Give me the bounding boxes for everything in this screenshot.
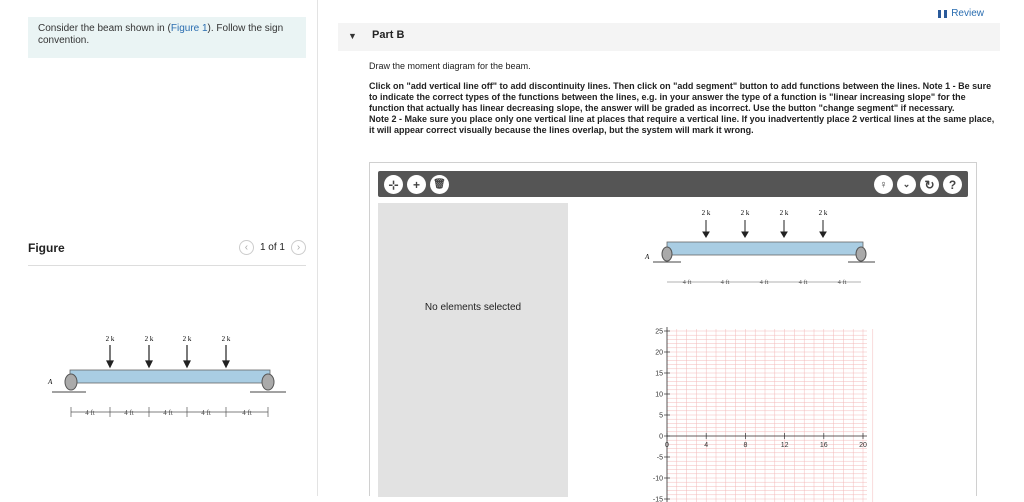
x-tick-label: 12 — [781, 442, 789, 449]
load-label: 2 k — [222, 335, 231, 343]
span-label: 4 ft — [799, 279, 808, 286]
span-label: 4 ft — [85, 409, 95, 417]
load-label: 2 k — [780, 209, 789, 217]
pager-text: 1 of 1 — [260, 242, 285, 253]
roller-support — [262, 374, 274, 390]
figure-header — [28, 238, 306, 266]
review-label: Review — [951, 8, 984, 19]
pin-support — [65, 374, 77, 390]
review-link[interactable] — [938, 8, 984, 19]
prev-figure-button[interactable]: ‹ — [239, 240, 254, 255]
arrow-head — [184, 361, 190, 367]
span-label: 4 ft — [838, 279, 847, 286]
properties-panel — [378, 203, 568, 497]
next-figure-button[interactable]: › — [291, 240, 306, 255]
review-icon — [938, 10, 947, 18]
tool-toolbar — [378, 171, 968, 197]
moment-plot[interactable] — [653, 327, 873, 502]
span-label: 4 ft — [242, 409, 252, 417]
support-label: A — [47, 378, 53, 386]
x-tick-label: 8 — [743, 442, 747, 449]
loads-group — [106, 335, 231, 367]
load-label: 2 k — [183, 335, 192, 343]
x-tick-label: 20 — [859, 442, 867, 449]
right-pane — [320, 0, 1024, 496]
span-label: 4 ft — [201, 409, 211, 417]
y-tick-label: 5 — [659, 413, 663, 420]
problem-statement — [28, 17, 306, 58]
span-label: 4 ft — [683, 279, 692, 286]
beam-figure — [40, 330, 290, 420]
load-label: 2 k — [145, 335, 154, 343]
support-label: A — [644, 253, 650, 261]
part-label: Part B — [372, 29, 404, 41]
add-segment-button[interactable]: + — [407, 175, 426, 194]
intro-text: Consider the beam shown in ( — [38, 23, 171, 34]
panel-message: No elements selected — [378, 302, 568, 313]
more-chevron-down-icon[interactable]: ⌄ — [897, 175, 916, 194]
beam-body — [70, 370, 270, 383]
roller-support — [856, 247, 866, 261]
load-label: 2 k — [106, 335, 115, 343]
hint-lightbulb-icon[interactable]: ♀ — [874, 175, 893, 194]
intro-text-end: ). Follow the sign convention. — [38, 23, 283, 46]
load-label: 2 k — [741, 209, 750, 217]
figure-pager — [239, 240, 306, 255]
load-label: 2 k — [819, 209, 828, 217]
instructions — [369, 81, 999, 136]
arrow-head — [146, 361, 152, 367]
y-tick-label: -15 — [653, 497, 663, 502]
span-label: 4 ft — [124, 409, 134, 417]
load-label: 2 k — [702, 209, 711, 217]
arrow-head — [107, 361, 113, 367]
span-label: 4 ft — [163, 409, 173, 417]
y-tick-label: 15 — [655, 371, 663, 378]
figure-title: Figure — [28, 241, 65, 255]
span-label: 4 ft — [760, 279, 769, 286]
mini-beam — [667, 242, 863, 255]
instructions-text: Click on "add vertical line off" to add discontinuity lines. Then click on "add segment" button to add functions between the lines. Note 1 - Be sure to indicate the correct types of the functions between the lines, e.g. in your answer the type of a function is "linear increasing slope" for the function that actually has linear decreasing slope, the answer will be graded as incorrect. Use the button "change segment" if necessary. — [369, 81, 999, 114]
y-tick-label: 25 — [655, 329, 663, 336]
left-pane — [0, 0, 318, 496]
x-tick-label: 0 — [665, 442, 669, 449]
collapse-triangle-icon[interactable]: ▼ — [348, 31, 357, 41]
question-text: Draw the moment diagram for the beam. — [369, 61, 999, 72]
span-label: 4 ft — [721, 279, 730, 286]
arrow-head — [223, 361, 229, 367]
figure-link[interactable]: Figure 1 — [171, 23, 208, 34]
delete-button[interactable]: 🗑 — [430, 175, 449, 194]
reset-icon[interactable]: ↻ — [920, 175, 939, 194]
note2-text: Note 2 - Make sure you place only one vertical line at places that require a vertical line. If you inadvertently place 2 vertical lines at the same place, it will appear correct visually because the lines overlap, but the system will mark it wrong. — [369, 114, 999, 136]
part-header[interactable] — [338, 23, 1000, 51]
canvas-svg[interactable] — [573, 203, 969, 497]
y-tick-label: 10 — [655, 392, 663, 399]
help-icon[interactable]: ? — [943, 175, 962, 194]
y-tick-label: 20 — [655, 350, 663, 357]
y-tick-label: -5 — [657, 455, 663, 462]
y-tick-label: -10 — [653, 476, 663, 483]
diagram-canvas[interactable] — [573, 203, 969, 497]
pin-support — [662, 247, 672, 261]
diagram-tool — [369, 162, 977, 496]
x-tick-label: 16 — [820, 442, 828, 449]
add-vertical-line-button[interactable]: ⊹ — [384, 175, 403, 194]
x-tick-label: 4 — [704, 442, 708, 449]
y-tick-label: 0 — [659, 434, 663, 441]
